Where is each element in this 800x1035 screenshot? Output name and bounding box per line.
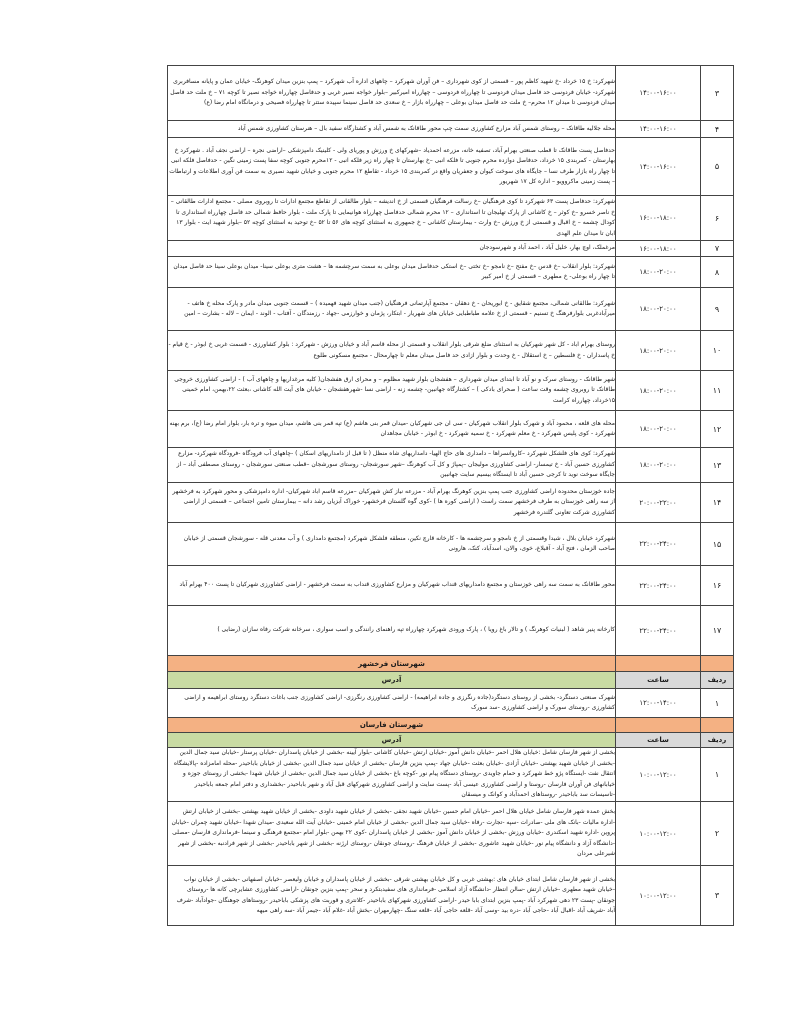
table-row — [168, 866, 734, 926]
address-cell: محله های قلعه ، محمود آباد و شهرک بلوار انقلاب شهرکیان - سی ان جی شهرکیان -میدان قمر بنی هاشم (ع) تپه قمر بنی هاشم، میدان میوه و تره بار، بلوار امام رضا (ع)، برم بهنه شهرکرد - کوی پلیس شهرکرد - خ معلم شهرکرد - خ سمیه شهرکرد - خ ابوذر - خیابان مجاهدان — [168, 411, 616, 448]
section-title-filler — [616, 656, 701, 672]
table-row — [168, 196, 734, 241]
row-number-cell: ۹ — [701, 288, 734, 331]
header-address: آدرس — [168, 733, 616, 748]
address-cell: شهرکرد: بلوار انقلاب –خ قدس –خ مفتح –خ نامجو –خ تختی –خ استکی حدفاصل میدان بوعلی به سمت سرچشمه ها – هشت متری بوعلی سینا- میدان بوعلی سینا حد فاصل میدان تا چهار راه بوعلی- خ مطهری – قسمتی از خ امیر کبیر — [168, 257, 616, 288]
row-number-cell: ۸ — [701, 257, 734, 288]
table-row — [168, 371, 734, 411]
time-cell: ۱۶:۰۰-۱۸:۰۰ — [616, 241, 701, 257]
table-row — [168, 483, 734, 523]
address-cell: شهرکرد: کوی های فلشکل شهرکرد –کاروانسراها – دامداری های حاج الهیا- دامداریهای شاه منظل ( تا قبل از دامداریهای اسکان ) -چاههای آب فرودگاه -فرودگاه شهرکرد- مزارع کشاورزی حسین آباد - خ تیمسار- اراضی کشاورزی مولیجان –پمپاژ و کل آب کوهرنگ –شهر سورشجان- روستای سورشجان –قطب صنعتی سورشجان - روستای مصطفی آباد – از جایگاه سوخت نوید تا کرجی حسین آباد تا ایستگاه بیسیم سایت جهانبین — [168, 448, 616, 483]
address-cell: محله جلالیه طاقانک – روستای شمس آباد مزارع کشاورزی سمت چپ محور طاقانک به شمس آباد و کشتارگاه سفید بال – هنرستان کشاورزی شمس آباد — [168, 121, 616, 138]
time-cell: ۲۲:۰۰-۲۴:۰۰ — [616, 566, 701, 606]
row-number-cell: ۱۵ — [701, 523, 734, 566]
column-header-row — [168, 733, 734, 748]
address-cell: بخشی از شهر فارسان شامل :خیابان هلال احمر -خیابان دانش آموز -خیابان ارتش -خیابان کاشانی -بلوار آیینه -بخشی از خیابان پاسداران -خیابان پرستار -خیابان سید جمال الدین -بخشی از خیابان شهید بهشتی -خیابان آزادی -خیابان بعثت -خیابان جهاد -پمپ بنزین فارسان -بخشی از خیابان سید جمال الدین -بخشی از خیابان باباحیدر -محله امامزاده -پالایشگاه انتقال نفت -ایستگاه پژو خط شهرکرد و حمام جاویدی -روستای دستگاه پیام نور -کوچه باغ -بخشی از خیابان سید جمال الدین -بخشی از خیابان شهدا -بخشی از روستای جوزه و خیابانهای فن آوران فارسان -روستا و اراضی کشاورزی عیسی آباد -پست سایت و اراضی کشاورزی شهرکهای قبل آباد و شهر باباحیدر -بخشداری و دفتر امام جمعه باباحیدر -تاسیسات سد باباحیدر -روستاهای احمدآباد و کوانک و میسقان — [168, 748, 616, 802]
row-number-cell: ۲ — [701, 802, 734, 866]
address-cell: بخشی از شهر فارسان شامل ابتدای خیابان های :بهشتی غربی و کل خیابان بهشتی شرقی -بخشی از خیابان پاسداران و خیابان ولیعصر -خیابان اصفهانی -بخشی از خیابان نواب -خیابان شهید مطهری -خیابان ارتش -سالن انتظار -دانشگاه آزاد اسلامی -فرمانداری های سفیدبتکرد و سحر -پمپ بنزین جونقان -اراضی کشاورزی عشایرچی کانه ها -روستای جونقان -پست ۲۳ دهی شهرکرد آباد -پمپ بنزین ابتدای بابا حیدر -اراضی کشاورزی شهرکهای باباحیدر -کلانتری و قوربت های پزشکی باباحیدر -روستاهای جوهنگان -جوادآباد -شرف آباد -شریف آباد -اقبال آباد -حاجی آباد -دره بید -وسی آباد -قلعه حاجی آباد -قلعه سنگ -چهارمهران -بخش آباد -غلام آباد -جیمر آباد -سه راهی میهه — [168, 866, 616, 926]
time-cell: ۱۴:۰۰-۱۶:۰۰ — [616, 66, 701, 121]
row-number-cell: ۳ — [701, 866, 734, 926]
table-row — [168, 448, 734, 483]
row-number-cell: ۱۶ — [701, 566, 734, 606]
table-row — [168, 748, 734, 802]
address-cell: شهرکرد: حدفاصل پست ۶۳ شهرکرد تا کوی فرهنگیان –خ رسالت فرهنگیان قسمتی از خ اندیشه – بلوار طالقانی از تقاطع مجتمع ادارات تا روبروی مصلی - مجتمع ادارات طالقانی – خ ناصر خسرو –خ کوثر – خ کاشانی از پارک تهلیجان تا استانداری – ۱۲ محرم شمالی حدفاصل چهارراه هوانیمایی تا پارک ملت - بلوار حافظ شمالی حد فاصل چهارراه استانداری تا کودال چشمه – خ اقبال و قسمتی از خ ورزش –خ وارث - بیمارستان کاشانی – خ جمهوری به استثنای کوچه های ۵۶ تا ۵۲ –خ توحید به استثنای کوچه ۵۲ –بلوار شهید ایت - بلوار ۱۳ ابان تا میدان علم الهدی — [168, 196, 616, 241]
table-row — [168, 288, 734, 331]
table-row — [168, 566, 734, 606]
table-row — [168, 66, 734, 121]
time-cell: ۱۴:۰۰-۱۶:۰۰ — [616, 121, 701, 138]
address-cell: کارخانه پنیر شاهد ( لبنیات کوهرنگ ) و تالار باغ رویا ) ، پارک ورودی شهرکرد چهارراه تپه راهنمای رانندگی و اسب سواری ، سرخانه شرکت رفاه سازان (رضایی ) — [168, 606, 616, 656]
time-cell: ۱۸:۰۰-۲۰:۰۰ — [616, 448, 701, 483]
time-cell: ۱۲:۰۰-۱۴:۰۰ — [616, 689, 701, 718]
address-cell: بخش عمده شهر فارسان شامل خیابان هلال احمر -خیابان امام حسین -خیابان شهید نجفی -بخشی از خیابان شهید داودی -بخشی از خیابان شهید بهشتی -بخشی از خیابان ارتش -اداره مالیات -بانک های ملی -صادرات -سپه -تجارت -رفاه -خیابان سید جمال الدین -بخشی از خیابان امام خمینی -خیابان آیت الله سعیدی -میدان شهدا -خیابان شهید چمران -خیابان پروین -اداره شهید اسکندری -خیابان ورزش -بخشی از خیابان دانش آموز -بخشی از خیابان پاسداران -کوی ۲۲ بهمن -بلوار امام -مجتمع فرهنگی و سینما -فرمانداری فارسان -مصلی -دانشگاه آزاد و دانشگاه پیام نور -خیابان شهید عاشوری -بخشی از خیابان فرهنگ -روستای جونقان -روستای ارژنه -بخشی از شهر باباحیدر -بخشی از شهر فرادنبه -بخشی از شهر شیرعلی مردان — [168, 802, 616, 866]
time-cell: ۱۸:۰۰-۲۰:۰۰ — [616, 288, 701, 331]
row-number-cell: ۱۳ — [701, 448, 734, 483]
address-cell: شهرکرد خیابان بلال ، شیدا وقسمتی از خ نامجو و سرچشمه ها - کارخانه قارچ نکین، منطقه فلشکل شهرکرد (مجتمع دامداری ) و آب معدنی قله - سورشجان قسمتی از خیابان صاحب الزمان ، فتح آباد - آقبلاغ، خوی، والان، اسدآباد، کنک، هارونی — [168, 523, 616, 566]
section-title-row-farrokhshahr — [168, 656, 734, 672]
table-row — [168, 411, 734, 448]
header-address: آدرس — [168, 672, 616, 689]
row-number-cell: ۱۷ — [701, 606, 734, 656]
section-title-filler — [701, 656, 734, 672]
time-cell: ۲۲:۰۰-۲۴:۰۰ — [616, 606, 701, 656]
time-cell: ۱۸:۰۰-۲۰:۰۰ — [616, 257, 701, 288]
time-cell: ۱۸:۰۰-۲۰:۰۰ — [616, 331, 701, 371]
address-cell: حدفاصل پست طاقانک تا قطب صنعتی بهرام آباد، تصفیه خانه، مزرعه احمدیاد –شهرکهای خ ورزش و پوریای ولی - کلینیک دامپزشکی –اراضی نجره – اراضی نجف آباد . شهرکرد خ بهارستان - کمربندی ۱۵ خرداد، حدفاصل دوازده محرم جنوبی تا فلکه انبی –خ بهارستان تا چهار راه زیر فلکه انبی - ۱۲محرم جنوبی کوچه سفا پست زمینی نگین - حدفاصل فلکه انبی تا چهار راه بازار طرف نسا – جایگاه های سوخت کیوان و جعفریان واقع در کمربندی ۱۵ خرداد - تقاطع ۱۲ محرم جنوبی و خیابان شهید نصیری به سمت فن آوری اطلاعات و ارتباطات – پست زمینی ماکروویو – اداره کل ۱۷ شهریور — [168, 138, 616, 196]
header-time: ساعت — [616, 733, 701, 748]
row-number-cell: ۵ — [701, 138, 734, 196]
address-cell: شهرک صنعتی دستگرد- بخشی از روستای دستگرد(جاده رنگرزی و جاده ابراهیمه) - اراضی کشاورزی رنگرزی- اراضی کشاورزی جنب باغات دستگرد روستای ابراهیمه و اراضی کشاورزی -روستای سورک و اراضی کشاورزی -سد سورک — [168, 689, 616, 718]
row-number-cell: ۳ — [701, 66, 734, 121]
time-cell: ۱۶:۰۰-۱۸:۰۰ — [616, 196, 701, 241]
section-title: شهرستان فارسان — [168, 718, 616, 733]
table-row — [168, 606, 734, 656]
header-row-number: ردیف — [701, 733, 734, 748]
header-time: ساعت — [616, 672, 701, 689]
table-row — [168, 138, 734, 196]
table-row — [168, 331, 734, 371]
address-cell: مرغملک، اوچ بهار، خلیل آباد ، احمد آباد و شهرسودجان — [168, 241, 616, 257]
time-cell: ۱۰:۰۰-۱۲:۰۰ — [616, 866, 701, 926]
column-header-row — [168, 672, 734, 689]
time-cell: ۱۸:۰۰-۲۰:۰۰ — [616, 371, 701, 411]
section-title-filler — [701, 718, 734, 733]
row-number-cell: ۱ — [701, 689, 734, 718]
section-title: شهرستان فرخشهر — [168, 656, 616, 672]
table-row — [168, 689, 734, 718]
time-cell: ۲۰:۰۰-۲۲:۰۰ — [616, 483, 701, 523]
address-cell: شهرکرد: طالقانی شمالی، مجتمع شقایق - خ ابوریحان - خ دهقان - مجتمع آپارتمانی فرهنگیان (جنب میدان شهید فهمیده ) – قسمت جنوبی میدان مادر و پارک محله خ هاتف - میرآبادغربی بلوارفرهنگ خ تسنیم - قسمتی از خ علامه طباطبایی خیابان های شهریار - ابتکار، پژمان و خوارزمی -جهاد - رزمندگان - آفتاب - الوند - ایمان – لاله - بشارت – امین — [168, 288, 616, 331]
time-cell: ۲۲:۰۰-۲۴:۰۰ — [616, 523, 701, 566]
time-cell: ۱۰:۰۰-۱۲:۰۰ — [616, 802, 701, 866]
outage-schedule-table — [167, 65, 734, 926]
row-number-cell: ۱ — [701, 748, 734, 802]
row-number-cell: ۱۱ — [701, 371, 734, 411]
address-cell: روستای بهرام اباد - کل شهر شهرکیان به استثنای ضلع شرقی بلوار انقلاب و قسمتی از محله قاسم آباد و خیابان ورزش - شهرکرد : بلوار کشاورزی - قسمت غربی خ ابوذر - خ قیام - خ پاسداران - خ فلسطین – خ استقلال - خ وحدت و بلوار ازادی حد فاصل میدان معلم تا چهارمحال - مجتمع مسکونی طلوع — [168, 331, 616, 371]
address-cell: شهر طاقانک - روستای سرک و نو آباد تا ابتدای میدان شهرداری – هفشجان بلوار شهید مظلوم – و محرای ارق هفشجان( کلیه مرغداریها و چاههای آب ) - اراضی کشاورزی خروجی طاقانک تا روبروی چشمه وقت ساعت ( صحرای بادکی ) – کشتارگاه جهانبین- چشمه زنه - اراضی نسا -شهرهفشجان - خیابان های آیت الله کاشانی ،بعثت ۲۲،بهمن، امام خمینی ۱۵خرداد، چهارراه کرامت — [168, 371, 616, 411]
table-row — [168, 241, 734, 257]
header-row-number: ردیف — [701, 672, 734, 689]
address-cell: محور طاقانک به سمت سه راهی خوزستان و مجتمع دامداریهای قنداب شهرکیان و مزارع کشاورزی قنداب به سمت فرخشهر - اراضی کشاورزی شهرکیان تا پست ۴۰۰ بهرام آباد — [168, 566, 616, 606]
table-row — [168, 121, 734, 138]
row-number-cell: ۱۴ — [701, 483, 734, 523]
time-cell: ۱۰:۰۰-۱۲:۰۰ — [616, 748, 701, 802]
address-cell: شهرکرد: خ ۱۵ خرداد -خ شهید کاظم پور – قسمتی از کوی شهرداری – فن آوران شهرکرد – چاههای اداره آب شهرکرد – پمپ بنزین میدان کوهرنگ- خیابان عمان و پایانه مسافربری شهرکرد- خیابان فردوسی حد فاصل میدان فردوسی تا چهارراه فردوسی – چهارراه امیرکبیر –بلوار خواجه نصیر غربی و حدفاصل چهارراه خواجه نصیر تا کوچه ۷۱ – خ ملت حد فاصل میدان فردوسی تا میدان ۱۲ محرم– خ ملت حد فاصل میدان بوعلی – چهارراه بازار – خ سعدی حد فاصل سینما سپیده ستتر تا چهارراه فصیحی و درمانگاه امام رضا (ع) — [168, 66, 616, 121]
row-number-cell: ۱۰ — [701, 331, 734, 371]
table-row — [168, 523, 734, 566]
section-title-row-farsan — [168, 718, 734, 733]
address-cell: جاده خوزستان محدوده اراضی کشاورزی جنب پمپ بنزین کوهرنگ بهرام آباد - مزرعه نیاز کش شهرکیان –مزرعه قاسم اباد شهرکیان- اداره دامپزشکی و محور شهرکرد به فرخشهر از سه راهی خوزستان به طرف فرخشهر سمت راست ( اراضی کوره ها ) -کوی گوه گلستان فرخشهر- خوراک آبزیان رشد دانه – بیمارستان تامین اجتماعی – قسمتی از اراضی کشاورزی شرکت تعاونی گلندره فرخشهر — [168, 483, 616, 523]
time-cell: ۱۴:۰۰-۱۶:۰۰ — [616, 138, 701, 196]
table-row — [168, 802, 734, 866]
table-row — [168, 257, 734, 288]
row-number-cell: ۷ — [701, 241, 734, 257]
section-title-filler — [616, 718, 701, 733]
row-number-cell: ۶ — [701, 196, 734, 241]
row-number-cell: ۱۲ — [701, 411, 734, 448]
row-number-cell: ۴ — [701, 121, 734, 138]
time-cell: ۱۸:۰۰-۲۰:۰۰ — [616, 411, 701, 448]
